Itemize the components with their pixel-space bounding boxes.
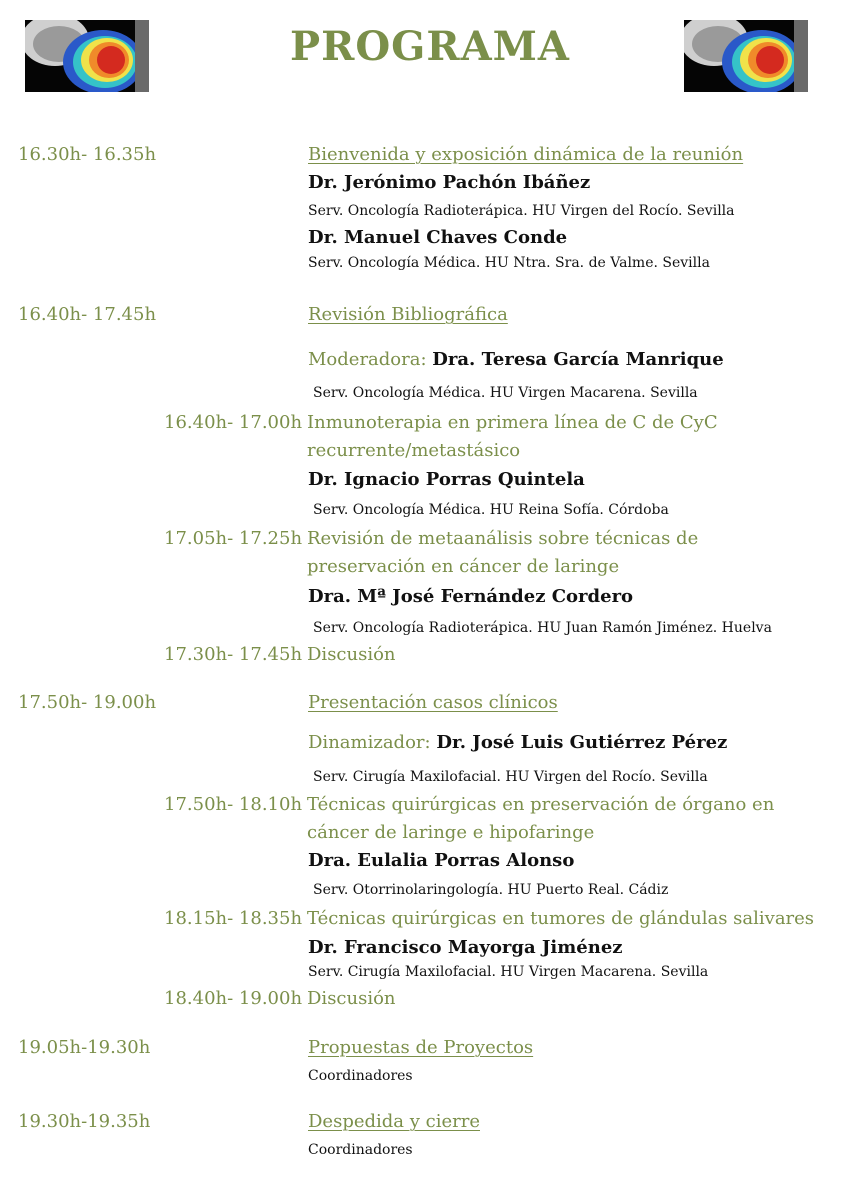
s1-time: 16.30h- 16.35h <box>18 144 157 165</box>
head-scan-icon <box>684 20 808 92</box>
s3-moderator-label: Dinamizador: <box>308 732 431 753</box>
s1-aff2: Serv. Oncología Médica. HU Ntra. Sra. de Valme. Sevilla <box>308 255 710 271</box>
s3-moderator-aff: Serv. Cirugía Maxilofacial. HU Virgen del Rocío. Sevilla <box>313 769 708 785</box>
s4-by: Coordinadores <box>308 1068 413 1084</box>
s1-speaker2: Dr. Manuel Chaves Conde <box>308 227 568 248</box>
s1-speaker1: Dr. Jerónimo Pachón Ibáñez <box>308 172 591 193</box>
s2-topic: Revisión Bibliográfica <box>308 304 508 325</box>
s5-topic: Despedida y cierre <box>308 1111 480 1132</box>
s5-time: 19.30h-19.35h <box>18 1111 151 1132</box>
s2-moderator-aff: Serv. Oncología Médica. HU Virgen Macarena. Sevilla <box>313 385 698 401</box>
s3-talk1-speaker: Dra. Eulalia Porras Alonso <box>308 850 575 871</box>
s3-talk1-time: 17.50h- 18.10h <box>164 794 303 815</box>
s3-talk3-time: 18.40h- 19.00h <box>164 988 303 1009</box>
s5-by: Coordinadores <box>308 1142 413 1158</box>
s2-talk2-speaker: Dra. Mª José Fernández Cordero <box>308 586 634 607</box>
s4-time: 19.05h-19.30h <box>18 1037 151 1058</box>
s2-talk2-aff: Serv. Oncología Radioterápica. HU Juan Ramón Jiménez. Huelva <box>313 620 772 636</box>
left-thumb-image <box>25 20 149 92</box>
s3-talk1-title: Técnicas quirúrgicas en preservación de órgano en cáncer de laringe e hipofaringe <box>307 794 775 843</box>
s2-talk2-title: Revisión de metaanálisis sobre técnicas de preservación en cáncer de laringe <box>307 528 699 577</box>
s3-time: 17.50h- 19.00h <box>18 692 157 713</box>
s2-talk1-speaker: Dr. Ignacio Porras Quintela <box>308 469 585 490</box>
s3-talk2-title: Técnicas quirúrgicas en tumores de glándulas salivares <box>307 908 815 929</box>
s2-moderator-label: Moderadora: <box>308 349 427 370</box>
s2-talk3-title: Discusión <box>307 644 396 665</box>
s3-topic: Presentación casos clínicos <box>308 692 558 713</box>
s3-talk2-aff: Serv. Cirugía Maxilofacial. HU Virgen Macarena. Sevilla <box>308 964 709 980</box>
s2-talk2-time: 17.05h- 17.25h <box>164 528 303 549</box>
s2-moderator: Dra. Teresa García Manrique <box>432 349 724 370</box>
s2-talk1-title: Inmunoterapia en primera línea de C de CyC recurrente/metastásico <box>307 412 718 461</box>
page-title: PROGRAMA <box>290 23 570 70</box>
s3-talk2-time: 18.15h- 18.35h <box>164 908 303 929</box>
head-scan-icon <box>25 20 149 92</box>
s2-moderator-line <box>308 351 724 369</box>
s2-talk1-time: 16.40h- 17.00h <box>164 412 303 433</box>
s3-talk2-speaker: Dr. Francisco Mayorga Jiménez <box>308 937 623 958</box>
s1-aff1: Serv. Oncología Radioterápica. HU Virgen del Rocío. Sevilla <box>308 203 735 219</box>
right-thumb-image <box>684 20 808 92</box>
s3-moderator-line <box>308 734 727 752</box>
s1-topic: Bienvenida y exposición dinámica de la reunión <box>308 144 744 165</box>
s2-talk1-aff: Serv. Oncología Médica. HU Reina Sofía. Córdoba <box>313 502 669 518</box>
s3-talk1-aff: Serv. Otorrinolaringología. HU Puerto Real. Cádiz <box>313 882 669 898</box>
s4-topic: Propuestas de Proyectos <box>308 1037 534 1058</box>
s3-talk3-title: Discusión <box>307 988 396 1009</box>
s3-moderator: Dr. José Luis Gutiérrez Pérez <box>436 732 728 753</box>
s2-talk3-time: 17.30h- 17.45h <box>164 644 303 665</box>
s2-time: 16.40h- 17.45h <box>18 304 157 325</box>
